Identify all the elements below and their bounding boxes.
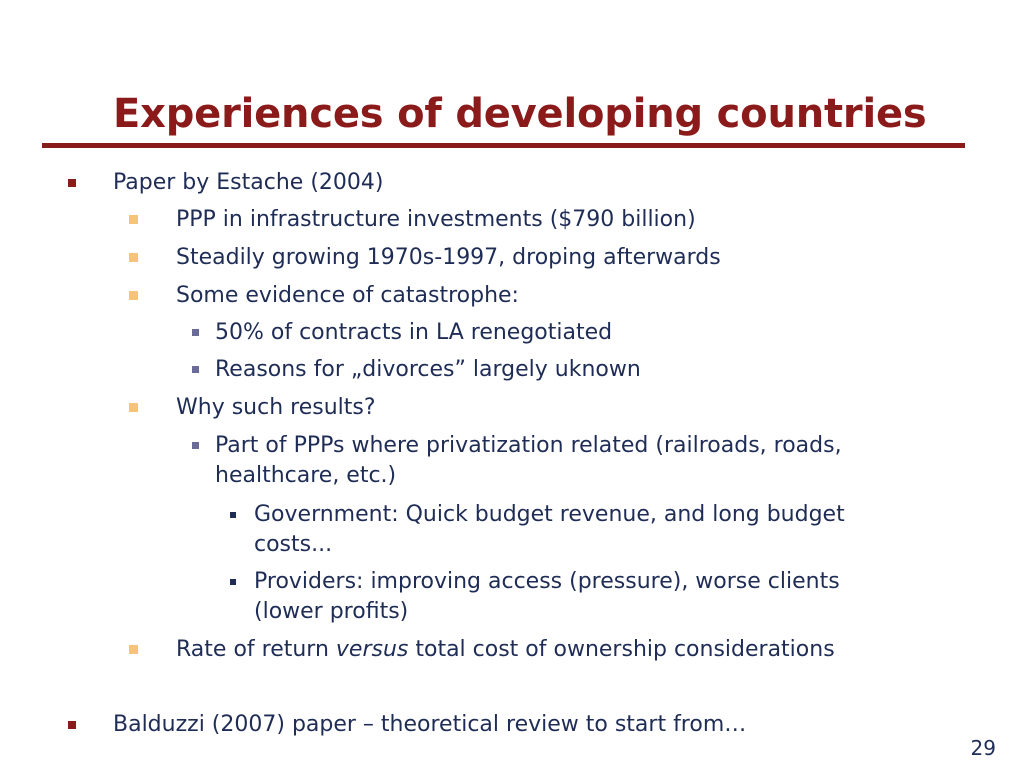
bullet-text: Paper by Estache (2004) [113, 170, 384, 195]
square-bullet-icon [192, 366, 199, 373]
bullet-text: Steadily growing 1970s-1997, droping afterwards [176, 245, 721, 270]
square-bullet-icon [129, 215, 138, 224]
square-bullet-icon [129, 253, 138, 262]
list-item-balduzzi [68, 710, 746, 740]
bullet-text: Some evidence of catastrophe: [176, 283, 519, 308]
list-item-contracts [192, 318, 612, 348]
list-item-government [230, 500, 845, 560]
bullet-text-line: Part of PPPs where privatization related (railroads, roads, [215, 433, 842, 458]
bullet-text: 50% of contracts in LA renegotiated [215, 320, 613, 345]
page-number: 29 [970, 736, 996, 760]
list-item-rate-of-return [129, 635, 835, 665]
bullet-text: Reasons for „divorces” largely uknown [215, 357, 641, 382]
bullet-text-block [254, 500, 845, 560]
bullet-text-prefix: Rate of return [176, 637, 336, 662]
square-bullet-icon [129, 645, 138, 654]
list-item-evidence [129, 281, 519, 311]
bullet-text-block [254, 567, 840, 627]
list-item-ppp-investments [129, 205, 696, 235]
bullet-text-block [215, 431, 842, 491]
list-item-why-results [129, 393, 376, 423]
bullet-text-line: (lower profits) [254, 599, 409, 624]
bullet-text-line: Providers: improving access (pressure), worse clients [254, 569, 840, 594]
bullet-text-suffix: total cost of ownership considerations [408, 637, 835, 662]
square-bullet-icon [192, 442, 199, 449]
bullet-text: PPP in infrastructure investments ($790 billion) [176, 207, 696, 232]
bullet-text [176, 635, 835, 665]
bullet-text-line: Government: Quick budget revenue, and long budget [254, 502, 845, 527]
square-bullet-icon [68, 179, 76, 187]
list-item-estache [68, 168, 383, 198]
list-item-providers [230, 567, 840, 627]
bullet-text-emphasis: versus [335, 637, 409, 662]
square-bullet-icon [68, 721, 76, 729]
list-item-growing [129, 243, 721, 273]
bullet-text: Balduzzi (2007) paper – theoretical review to start from… [113, 712, 747, 737]
bullet-text-line: costs... [254, 532, 333, 557]
list-item-divorces [192, 355, 641, 385]
title-divider [42, 143, 965, 148]
bullet-text: Why such results? [176, 395, 376, 420]
list-item-privatization [192, 431, 842, 491]
slide-title: Experiences of developing countries [113, 91, 927, 137]
square-bullet-icon [192, 329, 199, 336]
square-bullet-icon [230, 579, 236, 585]
square-bullet-icon [129, 403, 138, 412]
bullet-text-line: healthcare, etc.) [215, 463, 397, 488]
square-bullet-icon [129, 291, 138, 300]
square-bullet-icon [230, 512, 236, 518]
